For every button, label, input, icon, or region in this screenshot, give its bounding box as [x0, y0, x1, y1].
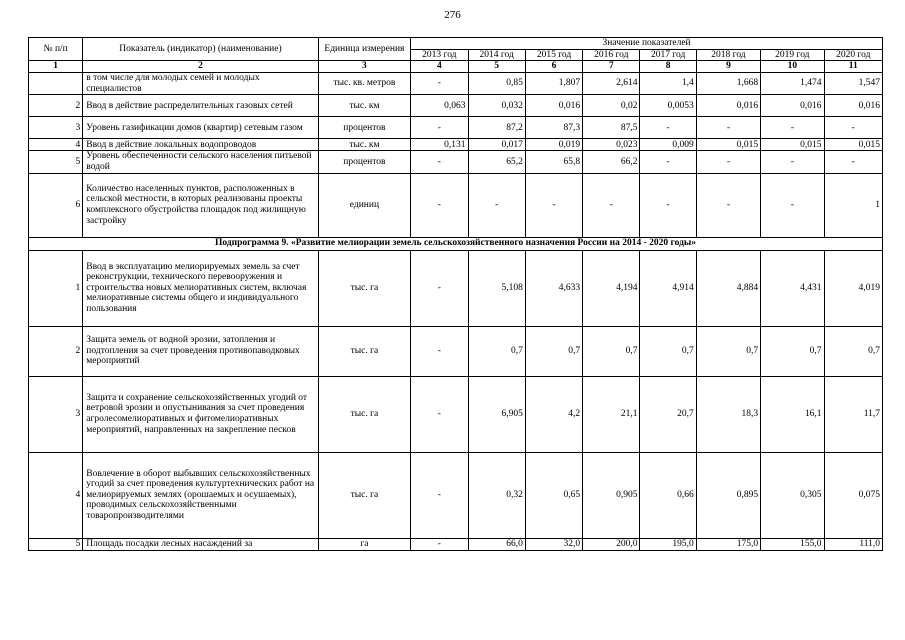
table-row [29, 376, 883, 452]
value-cell: 0,017 [468, 139, 525, 151]
value-cell: - [411, 250, 468, 326]
header-unit: Единица измерения [318, 38, 411, 61]
unit: тыс. км [318, 139, 411, 151]
header-year: 2016 год [583, 49, 640, 61]
unit: тыс. га [318, 376, 411, 452]
value-cell: 1,547 [824, 73, 882, 95]
value-cell: - [411, 117, 468, 139]
value-cell: 87,3 [525, 117, 582, 139]
column-number: 11 [824, 61, 882, 73]
value-cell: 0,7 [583, 326, 640, 376]
header-year: 2014 год [468, 49, 525, 61]
value-cell: 20,7 [640, 376, 696, 452]
header-year: 2013 год [411, 49, 468, 61]
value-cell: 0,016 [525, 95, 582, 117]
value-cell: - [696, 151, 760, 173]
unit: тыс. га [318, 326, 411, 376]
value-cell: - [411, 538, 468, 550]
value-cell: 11,7 [824, 376, 882, 452]
row-number [29, 73, 83, 95]
header-year: 2020 год [824, 49, 882, 61]
value-cell: - [411, 376, 468, 452]
value-cell: 0,66 [640, 452, 696, 538]
header-num: № п/п [29, 38, 83, 61]
row-number: 5 [29, 151, 83, 173]
value-cell: 1,4 [640, 73, 696, 95]
unit: тыс. га [318, 250, 411, 326]
indicator-name: Ввод в действие локальных водопроводов [83, 139, 318, 151]
table-row [29, 326, 883, 376]
value-cell: 0,063 [411, 95, 468, 117]
column-number: 4 [411, 61, 468, 73]
row-number: 4 [29, 139, 83, 151]
value-cell: 0,0053 [640, 95, 696, 117]
value-cell: 1 [824, 173, 882, 237]
indicator-name: Защита земель от водной эрозии, затопления и подтопления за счет проведения противопаводковых мероприятий [83, 326, 318, 376]
value-cell: - [468, 173, 525, 237]
value-cell: - [761, 173, 824, 237]
value-cell: 5,108 [468, 250, 525, 326]
row-number: 3 [29, 376, 83, 452]
value-cell: 0,016 [696, 95, 760, 117]
value-cell: 1,807 [525, 73, 582, 95]
indicator-name: Защита и сохранение сельскохозяйственных угодий от ветровой эрозии и опустынивания за счет проведения агролесомелиоративных и фитомелиоративных мероприятий, направленных на закрепление песков [83, 376, 318, 452]
value-cell: 4,194 [583, 250, 640, 326]
subprogram-title: Подпрограмма 9. «Развитие мелиорации земель сельскохозяйственного назначения России на 2014 - 2020 годы» [29, 237, 883, 250]
value-cell: 0,075 [824, 452, 882, 538]
value-cell: 4,2 [525, 376, 582, 452]
value-cell: 200,0 [583, 538, 640, 550]
value-cell: 0,131 [411, 139, 468, 151]
value-cell: - [696, 173, 760, 237]
value-cell: 4,914 [640, 250, 696, 326]
value-cell: - [761, 117, 824, 139]
value-cell: 32,0 [525, 538, 582, 550]
value-cell: 175,0 [696, 538, 760, 550]
column-number: 5 [468, 61, 525, 73]
value-cell: 0,7 [640, 326, 696, 376]
row-number: 2 [29, 95, 83, 117]
value-cell: 0,85 [468, 73, 525, 95]
value-cell: 0,7 [824, 326, 882, 376]
header-year: 2017 год [640, 49, 696, 61]
column-number: 3 [318, 61, 411, 73]
table-row [29, 73, 883, 95]
value-cell: 87,2 [468, 117, 525, 139]
unit: процентов [318, 151, 411, 173]
value-cell: 16,1 [761, 376, 824, 452]
value-cell: - [411, 452, 468, 538]
column-number: 10 [761, 61, 824, 73]
value-cell: 0,019 [525, 139, 582, 151]
value-cell: 0,32 [468, 452, 525, 538]
header-indicator: Показатель (индикатор) (наименование) [83, 38, 318, 61]
indicators-table [28, 37, 883, 551]
unit: тыс. га [318, 452, 411, 538]
table-row [29, 117, 883, 139]
page-number: 276 [444, 9, 461, 21]
value-cell: 65,2 [468, 151, 525, 173]
value-cell: - [411, 73, 468, 95]
row-number: 4 [29, 452, 83, 538]
table-row [29, 538, 883, 550]
indicator-name: Уровень обеспеченности сельского населения питьевой водой [83, 151, 318, 173]
value-cell: 0,305 [761, 452, 824, 538]
unit: единиц [318, 173, 411, 237]
value-cell: 87,5 [583, 117, 640, 139]
value-cell: - [525, 173, 582, 237]
value-cell: 21,1 [583, 376, 640, 452]
row-number: 1 [29, 250, 83, 326]
value-cell: - [640, 117, 696, 139]
value-cell: - [411, 173, 468, 237]
value-cell: - [761, 151, 824, 173]
value-cell: 0,65 [525, 452, 582, 538]
value-cell: 0,7 [696, 326, 760, 376]
value-cell: - [640, 151, 696, 173]
value-cell: 1,474 [761, 73, 824, 95]
unit: га [318, 538, 411, 550]
value-cell: 2,614 [583, 73, 640, 95]
column-number: 6 [525, 61, 582, 73]
value-cell: 1,668 [696, 73, 760, 95]
value-cell: 0,02 [583, 95, 640, 117]
column-number: 1 [29, 61, 83, 73]
column-number: 8 [640, 61, 696, 73]
value-cell: 155,0 [761, 538, 824, 550]
value-cell: - [696, 117, 760, 139]
indicator-name: в том числе для молодых семей и молодых специалистов [83, 73, 318, 95]
row-number: 6 [29, 173, 83, 237]
value-cell: 195,0 [640, 538, 696, 550]
value-cell: 0,032 [468, 95, 525, 117]
value-cell: 6,905 [468, 376, 525, 452]
table-row [29, 250, 883, 326]
value-cell: 66,0 [468, 538, 525, 550]
value-cell: 0,015 [824, 139, 882, 151]
value-cell: 111,0 [824, 538, 882, 550]
value-cell: 4,431 [761, 250, 824, 326]
column-number: 7 [583, 61, 640, 73]
column-number: 9 [696, 61, 760, 73]
value-cell: 18,3 [696, 376, 760, 452]
header-year: 2019 год [761, 49, 824, 61]
value-cell: - [411, 326, 468, 376]
value-cell: - [583, 173, 640, 237]
indicator-name: Количество населенных пунктов, расположенных в сельской местности, в которых реализованы проекты комплексного обустройства площадок под жилищную застройку [83, 173, 318, 237]
indicator-name: Вовлечение в оборот выбывших сельскохозяйственных угодий за счет проведения культуртехнических работ на мелиорируемых землях (орошаемых и осушаемых), проводимых сельскохозяйственными товаропроизводителями [83, 452, 318, 538]
header-year: 2018 год [696, 49, 760, 61]
value-cell: 66,2 [583, 151, 640, 173]
value-cell: - [640, 173, 696, 237]
value-cell: - [824, 151, 882, 173]
table-row [29, 173, 883, 237]
unit: тыс. км [318, 95, 411, 117]
value-cell: 0,009 [640, 139, 696, 151]
value-cell: 4,884 [696, 250, 760, 326]
value-cell: 0,905 [583, 452, 640, 538]
value-cell: 4,019 [824, 250, 882, 326]
value-cell: - [824, 117, 882, 139]
value-cell: 0,7 [761, 326, 824, 376]
value-cell: 4,633 [525, 250, 582, 326]
row-number: 3 [29, 117, 83, 139]
indicator-name: Ввод в действие распределительных газовых сетей [83, 95, 318, 117]
table-row [29, 452, 883, 538]
value-cell: - [411, 151, 468, 173]
value-cell: 0,895 [696, 452, 760, 538]
value-cell: 0,023 [583, 139, 640, 151]
indicator-name: Ввод в эксплуатацию мелиорируемых земель за счет реконструкции, технического перевооружения и строительства новых мелиоративных систем, включая мелиоративные системы общего и индивидуального пользования [83, 250, 318, 326]
header-values: Значение показателей [411, 38, 883, 50]
unit: процентов [318, 117, 411, 139]
unit: тыс. кв. метров [318, 73, 411, 95]
table-row [29, 95, 883, 117]
row-number: 5 [29, 538, 83, 550]
table-row [29, 139, 883, 151]
indicator-name: Уровень газификации домов (квартир) сетевым газом [83, 117, 318, 139]
row-number: 2 [29, 326, 83, 376]
value-cell: 65,8 [525, 151, 582, 173]
indicator-name: Площадь посадки лесных насаждений за [83, 538, 318, 550]
value-cell: 0,016 [824, 95, 882, 117]
value-cell: 0,016 [761, 95, 824, 117]
column-number: 2 [83, 61, 318, 73]
header-year: 2015 год [525, 49, 582, 61]
value-cell: 0,015 [696, 139, 760, 151]
table-row [29, 151, 883, 173]
value-cell: 0,7 [525, 326, 582, 376]
value-cell: 0,7 [468, 326, 525, 376]
value-cell: 0,015 [761, 139, 824, 151]
